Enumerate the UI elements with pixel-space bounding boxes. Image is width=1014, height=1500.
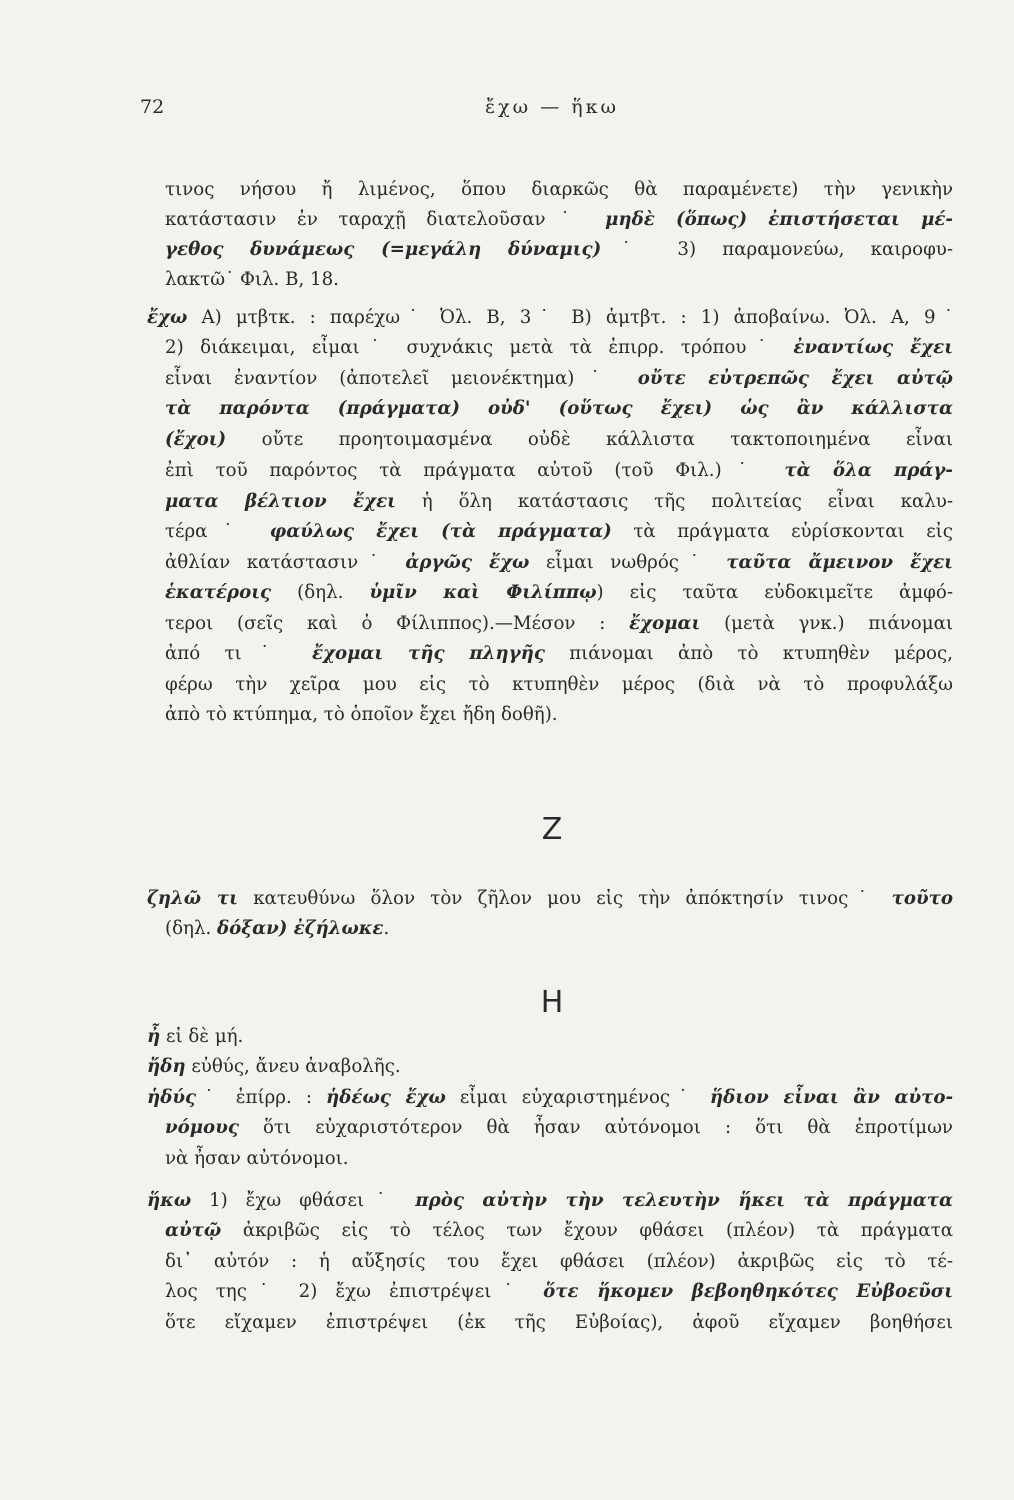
definition-text: τεροι (σεῖς καὶ ὁ Φίλιππος).—Μέσον : bbox=[165, 613, 630, 634]
entry-line: ζηλῶ τι κατευθύνω ὅλον τὸν ζῆλον μου εἰς τὴν ἀπόκτησίν τινος˙ τοῦτο bbox=[147, 888, 953, 909]
section-letter-h: Η bbox=[540, 985, 564, 1020]
entry-line bbox=[165, 1308, 953, 1340]
definition-text: ἀπό τι˙ bbox=[165, 643, 312, 664]
definition-text: (δηλ. bbox=[271, 582, 370, 603]
headword: ματα βέλτιον ἔχει bbox=[165, 491, 396, 512]
headword: ἥκω bbox=[147, 1190, 192, 1211]
headword: ἑκατέροις bbox=[165, 582, 272, 603]
definition-text: εἶναι ἐναντίον (ἀποτελεῖ μειονέκτημα)˙ bbox=[165, 368, 638, 389]
entry-line bbox=[165, 1113, 953, 1145]
definition-text: ) εἰς ταῦτα εὐδοκιμεῖτε ἀμφό- bbox=[596, 582, 953, 603]
entry-line bbox=[165, 670, 953, 702]
headword: τὰ ὅλα πράγ- bbox=[784, 460, 953, 481]
headword: φαύλως ἔχει (τὰ πράγματα) bbox=[269, 521, 612, 542]
definition-text: 2) διάκειμαι, εἶμαι˙ συχνάκις μετὰ τὰ ἐπιρρ. τρόπου˙ bbox=[165, 337, 794, 358]
entry-line bbox=[165, 394, 953, 426]
running-title: ἔχω — ἥκω bbox=[484, 96, 620, 118]
entry-line bbox=[165, 235, 953, 267]
entry-line bbox=[165, 1247, 953, 1279]
headword: αὐτῷ bbox=[165, 1220, 222, 1241]
entry-line bbox=[165, 333, 953, 365]
headword: μηδὲ (ὅπως) ἐπιστήσεται μέ- bbox=[605, 209, 953, 230]
definition-text: εἶμαι εὐχαριστημένος˙ bbox=[445, 1087, 710, 1108]
definition-text: τέρα˙ bbox=[165, 521, 270, 542]
entry-line bbox=[165, 175, 953, 207]
headword: ἀργῶς ἔχω bbox=[405, 552, 530, 573]
headword: γεθος δυνάμεως (=μεγάλη δύναμις) bbox=[165, 239, 602, 260]
definition-text: ἀκριβῶς εἰς τὸ τέλος των ἔχουν φθάσει (πλέον) τὰ πράγματα bbox=[221, 1220, 953, 1241]
entry-line bbox=[147, 1052, 953, 1084]
entry-line bbox=[165, 548, 953, 580]
entry-line bbox=[165, 1216, 953, 1248]
headword: ὑμῖν καὶ Φιλίππῳ bbox=[369, 582, 597, 603]
entry-line bbox=[165, 517, 953, 549]
definition-text: λακτῶ˙ Φιλ. Β, 18. bbox=[165, 269, 339, 290]
definition-text: Α) μτβτκ. : παρέχω˙ Ὀλ. Β, 3˙ Β) ἀμτβτ. : 1) ἀποβαίνω. Ὀλ. Α, 9˙ bbox=[187, 307, 953, 328]
definition-text: εὐθύς, ἄνευ ἀναβολῆς. bbox=[185, 1056, 401, 1077]
section-letter-z: Z bbox=[541, 812, 563, 847]
definition-text: κατάστασιν ἐν ταραχῇ διατελοῦσαν˙ bbox=[165, 209, 606, 230]
definition-text: ˙ ἐπίρρ. : bbox=[196, 1087, 327, 1108]
headword: οὔτε εὐτρεπῶς ἔχει αὐτῷ bbox=[637, 368, 953, 389]
definition-text: ἀπὸ τὸ κτύπημα, τὸ ὁποῖον ἔχει ἤδη δοθῆ). bbox=[165, 704, 558, 725]
headword: (ἔχοι) bbox=[165, 429, 227, 450]
headword: ταῦτα ἄμεινον ἔχει bbox=[726, 552, 953, 573]
entry-line bbox=[165, 700, 953, 732]
definition-text: τὰ πράγματα εὑρίσκονται εἰς bbox=[611, 521, 953, 542]
headword: ἦ bbox=[147, 1026, 161, 1047]
entry-line bbox=[165, 487, 953, 519]
page-header bbox=[140, 96, 964, 124]
headword: ἡδέως ἔχω bbox=[326, 1087, 446, 1108]
headword: ὅτε ἥκομεν βεβοηθηκότες Εὐβοεῦσι bbox=[543, 1281, 953, 1302]
entry-line bbox=[165, 639, 953, 671]
entry-line bbox=[165, 265, 953, 297]
definition-text: τινος νήσου ἤ λιμένος, ὅπου διαρκῶς θὰ παραμένετε) τὴν γενικὴν bbox=[165, 179, 953, 200]
headword: ἐναντίως ἔχει bbox=[793, 337, 953, 358]
definition-text: πιάνομαι ἀπὸ τὸ κτυπηθὲν μέρος, bbox=[544, 643, 953, 664]
definition-text: ὅτι εὐχαριστότερον θὰ ἦσαν αὐτόνομοι : ὅτι θὰ ἐπροτίμων bbox=[238, 1117, 953, 1138]
entry-line bbox=[165, 1277, 953, 1309]
definition-text: ὅτε εἴχαμεν ἐπιστρέψει (ἐκ τῆς Εὐβοίας), ἀφοῦ εἴχαμεν βοηθήσει bbox=[165, 1312, 953, 1333]
headword: ἡδύς bbox=[147, 1087, 197, 1108]
page-number: 72 bbox=[140, 96, 165, 118]
entry-line: (δηλ. δόξαν) ἐζήλωκε. bbox=[165, 918, 390, 939]
definition-text: δι᾽ αὐτόν : ἡ αὔξησίς του ἔχει φθάσει (πλέον) ἀκριβῶς εἰς τὸ τέ- bbox=[165, 1251, 953, 1272]
headword: ἔχω bbox=[147, 307, 188, 328]
entry-line bbox=[165, 609, 953, 641]
headword: ἤδη bbox=[147, 1056, 186, 1077]
headword: νόμους bbox=[165, 1117, 239, 1138]
entry-line bbox=[165, 456, 953, 488]
headword: ἥδιον εἶναι ἂν αὐτο- bbox=[709, 1087, 953, 1108]
definition-text: λος της˙ 2) ἔχω ἐπιστρέψει˙ bbox=[165, 1281, 544, 1302]
entry-line bbox=[165, 364, 953, 396]
entry-line bbox=[165, 578, 953, 610]
definition-text: 1) ἔχω φθάσει˙ bbox=[191, 1190, 416, 1211]
definition-text: φέρω τὴν χεῖρα μου εἰς τὸ κτυπηθὲν μέρος (διὰ νὰ τὸ προφυλάξω bbox=[165, 674, 953, 695]
entry-line bbox=[147, 303, 953, 335]
entry-line bbox=[147, 1186, 953, 1218]
definition-text: εἶμαι νωθρός˙ bbox=[529, 552, 727, 573]
entry-line bbox=[165, 205, 953, 237]
headword: τὰ παρόντα (πράγματα) οὐδ' (οὕτως ἔχει) ὡς ἂν κάλλιστα bbox=[165, 398, 953, 419]
definition-text: (μετὰ γνκ.) πιάνομαι bbox=[700, 613, 953, 634]
headword: ἔχομαι τῆς πληγῆς bbox=[311, 643, 545, 664]
definition-text: οὔτε προητοιμασμένα οὐδὲ κάλλιστα τακτοποιημένα εἶναι bbox=[226, 429, 953, 450]
definition-text: εἰ δὲ μή. bbox=[160, 1026, 244, 1047]
headword: ἔχομαι bbox=[629, 613, 701, 634]
definition-text: ἐπὶ τοῦ παρόντος τὰ πράγματα αὐτοῦ (τοῦ Φιλ.)˙ bbox=[165, 460, 785, 481]
entry-line bbox=[147, 1022, 953, 1054]
entry-line bbox=[147, 1083, 953, 1115]
definition-text: ἀθλίαν κατάστασιν˙ bbox=[165, 552, 406, 573]
entry-line bbox=[165, 1144, 953, 1176]
headword: πρὸς αὐτὴν τὴν τελευτὴν ἥκει τὰ πράγματα bbox=[415, 1190, 953, 1211]
definition-text: ἡ ὅλη κατάστασις τῆς πολιτείας εἶναι καλυ- bbox=[395, 491, 953, 512]
definition-text: νὰ ἦσαν αὐτόνομοι. bbox=[165, 1148, 349, 1169]
definition-text: ˙ 3) παραμονεύω, καιροφυ- bbox=[601, 239, 953, 260]
entry-line bbox=[165, 425, 953, 457]
